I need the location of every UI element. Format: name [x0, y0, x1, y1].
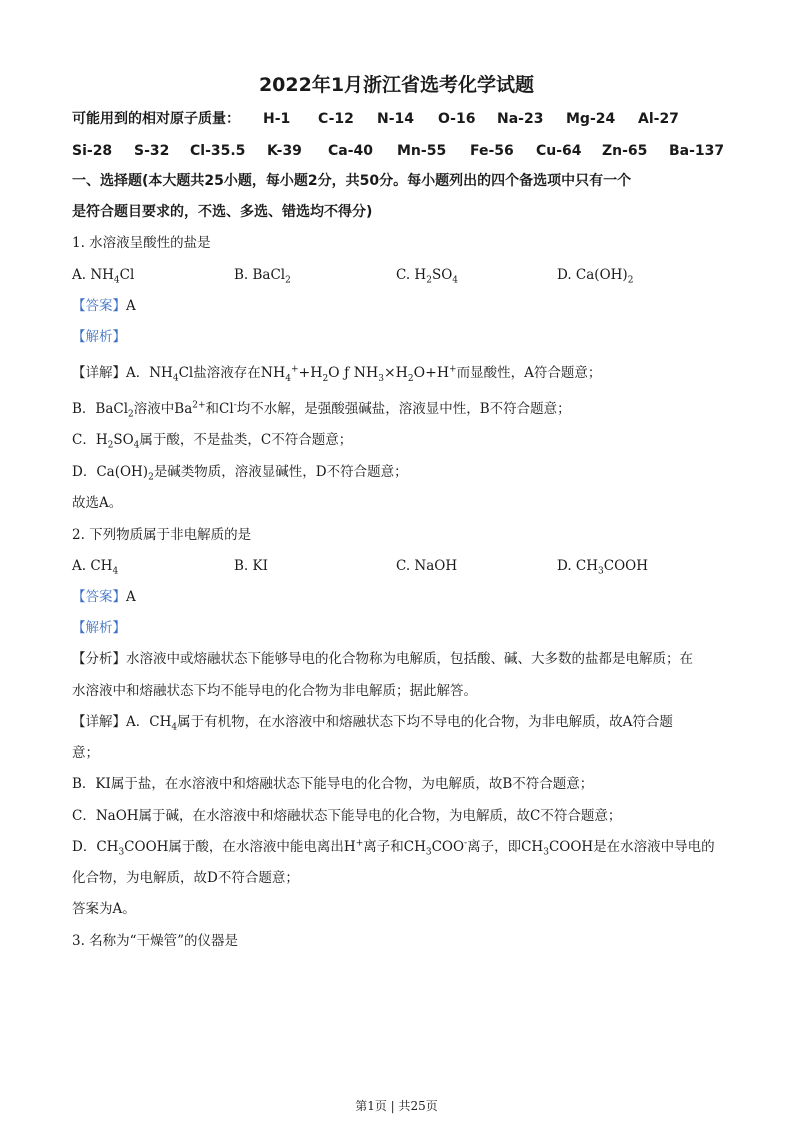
atomic-mass-item: Ba-137 — [669, 143, 725, 159]
q1-analysis-label: 【解析】 — [72, 329, 126, 345]
section-heading-line1: 一、选择题(本大题共25小题，每小题2分，共50分。每小题列出的四个备选项中只有一个 — [72, 173, 632, 189]
q2-fenxi-line1: 【分析】水溶液中或熔融状态下能够导电的化合物称为电解质，包括酸、碱、大多数的盐都是电解质；在 — [72, 651, 693, 667]
atomic-mass-item: Na-23 — [497, 111, 544, 127]
q2-option-a: A. $CH_4$ — [72, 558, 119, 577]
page-footer: 第1页 | 共25页 — [355, 1099, 438, 1113]
atomic-mass-item: Si-28 — [72, 143, 113, 159]
q2-option-c: C. NaOH — [396, 558, 458, 574]
q2-detail-d-cont: 化合物，为电解质，故D不符合题意； — [72, 870, 299, 886]
q2-detail-d: D．$CH_3COOH$属于酸，在水溶液中能电离出H+离子和$CH_3COO^-$离子，即$CH_3COOH$是在水溶液中导电的 — [72, 838, 715, 858]
atomic-mass-item: Al-27 — [638, 111, 679, 127]
atomic-mass-item: C-12 — [318, 111, 354, 127]
q1-detail-a: 【详解】A．$NH_4Cl$盐溶液存在$NH_4^++H_2O$ ƒ $NH_3\times H_2O+H^+$而显酸性，A符合题意； — [72, 364, 602, 384]
q2-detail-a-cont: 意； — [72, 745, 99, 761]
q2-conclusion: 答案为A。 — [72, 901, 136, 917]
q1-option-b: B. BaCl$_2$ — [234, 267, 291, 286]
q3-stem: 3. 名称为“干燥管”的仪器是 — [72, 933, 238, 949]
atomic-mass-item: K-39 — [267, 143, 302, 159]
atomic-mass-item: O-16 — [438, 111, 476, 127]
q1-conclusion: 故选A。 — [72, 495, 123, 511]
atomic-mass-item: Cu-64 — [536, 143, 582, 159]
atomic-mass-item: Fe-56 — [470, 143, 514, 159]
atomic-mass-item: Mg-24 — [566, 111, 616, 127]
q2-detail-b: B．KI属于盐，在水溶液中和熔融状态下能导电的化合物，为电解质，故B不符合题意； — [72, 776, 594, 792]
q1-detail-d: D．$Ca(OH)_2$是碱类物质，溶液显碱性，D不符合题意； — [72, 464, 408, 483]
q1-answer: 【答案】A — [72, 298, 136, 314]
q2-analysis-label: 【解析】 — [72, 620, 126, 636]
q1-detail-b: B．BaCl$_2$溶液中$Ba^{2+}$和Cl-均不水解，是强酸强碱盐，溶液显中性，B不符合题意； — [72, 400, 571, 420]
atomic-mass-item: Ca-40 — [328, 143, 374, 159]
atomic-mass-item: S-32 — [134, 143, 170, 159]
q2-detail-a: 【详解】A．$CH_4$属于有机物，在水溶液中和熔融状态下均不导电的化合物，为非电解质，故A符合题 — [72, 714, 673, 733]
atomic-mass-item: Zn-65 — [602, 143, 648, 159]
q2-option-d: D. $CH_3COOH$ — [557, 558, 649, 577]
q2-answer: 【答案】A — [72, 589, 136, 605]
atomic-mass-item: H-1 — [263, 111, 291, 127]
q2-stem: 2. 下列物质属于非电解质的是 — [72, 527, 252, 543]
page-title: 2022年1月浙江省选考化学试题 — [258, 74, 535, 96]
atomic-mass-item: Mn-55 — [397, 143, 447, 159]
q1-option-c: C. $H_2SO_4$ — [396, 267, 459, 286]
q2-detail-c: C．NaOH属于碱，在水溶液中和熔融状态下能导电的化合物，为电解质，故C不符合题意； — [72, 808, 622, 824]
atomic-mass-item: N-14 — [377, 111, 415, 127]
q2-fenxi-line2: 水溶液中和熔融状态下均不能导电的化合物为非电解质；据此解答。 — [72, 683, 477, 699]
atomic-mass-label: 可能用到的相对原子质量： — [72, 111, 240, 127]
section-heading-line2: 是符合题目要求的，不选、多选、错选均不得分) — [72, 204, 373, 220]
atomic-mass-item: Cl-35.5 — [190, 143, 246, 159]
q1-detail-c: C．$H_2SO_4$属于酸，不是盐类，C不符合题意； — [72, 432, 353, 451]
q1-option-a: A. $NH_4Cl$ — [72, 267, 135, 286]
q2-option-b: B. KI — [234, 558, 268, 574]
hydrolysis-equation: $NH_4^++H_2O$ ƒ $NH_3\times H_2O+H^+$ — [260, 364, 457, 384]
q1-stem: 1. 水溶液呈酸性的盐是 — [72, 235, 211, 251]
q1-option-d: D. $Ca(OH)_2$ — [557, 267, 634, 286]
